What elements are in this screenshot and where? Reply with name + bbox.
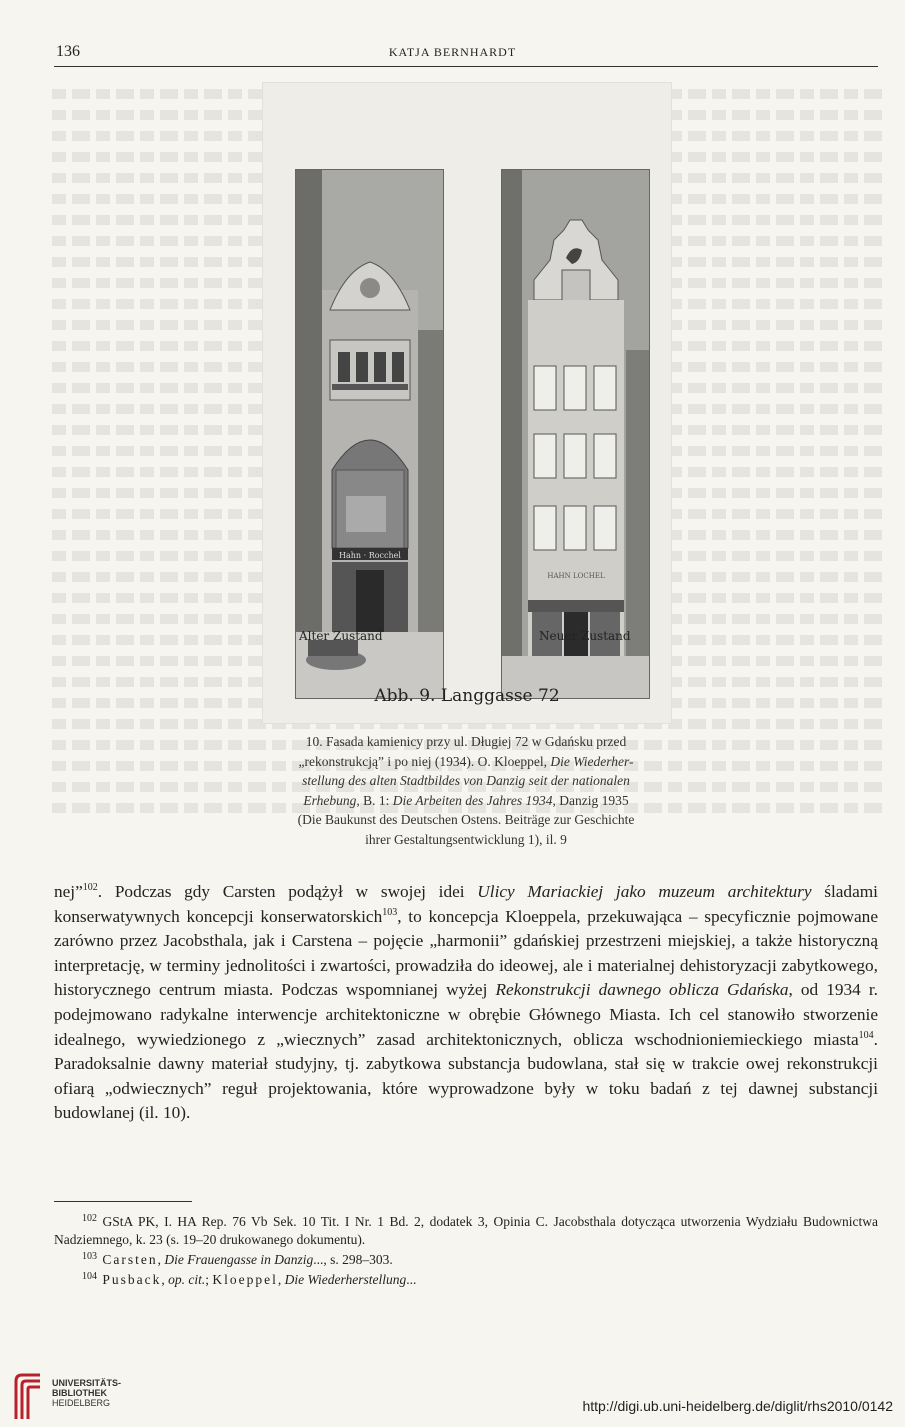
old-facade-photo [295, 169, 444, 699]
body-text-run: . Paradoksalnie dawny materiał studyjny, tj. zabytkowa substancja budowlana, stał się w trakcie owej rekonstrukcji ofiarą „odwiecznych” reguł projektowania, które wyprowadzone były w toku badań z tej dawnej substancji budowlanej (il. 10). [54, 1029, 878, 1123]
footnote-ref[interactable]: 104 [858, 1029, 874, 1041]
footnote-104 [54, 1271, 878, 1289]
footnote-rule [54, 1201, 192, 1202]
footnote-text: ; [205, 1272, 213, 1287]
footnote-italic: Die Wiederherstellung [284, 1272, 407, 1287]
body-italic-run: Rekonstrukcji dawnego oblicza Gdańska [495, 980, 789, 1000]
body-text-run: . Podczas gdy Carsten podążył w swojej idei [97, 882, 478, 901]
footnote-italic: op. cit. [168, 1272, 206, 1287]
old-shop-sign: Hahn · Rocchel [339, 551, 401, 560]
caption-line: 10. Fasada kamienicy przy ul. Długiej 72 w Gdańsku przed [305, 734, 627, 749]
library-name-line: HEIDELBERG [52, 1398, 111, 1408]
library-logo-icon [10, 1371, 50, 1421]
footnote-text: , [277, 1272, 285, 1287]
new-state-label: Neuer Zustand [539, 629, 631, 643]
library-name-line: UNIVERSITÄTS- [52, 1378, 122, 1388]
footnote-103 [54, 1251, 878, 1269]
footnote-text: GStA PK, I. HA Rep. 76 Vb Sek. 10 Tit. I Nr. 1 Bd. 2, dodatek 3, Opinia C. Jacobsthala dotycząca utworzenia Wydziału Budownictwa Nadziemnego, k. 23 (s. 19–20 drukowanego dokumentu). [54, 1214, 878, 1247]
body-text-run: nej” [54, 882, 83, 901]
source-url-link[interactable]: http://digi.ub.uni-heidelberg.de/diglit/rhs2010/0142 [582, 1398, 893, 1414]
running-title: KATJA BERNHARDT [388, 45, 517, 59]
footnote-number: 102 [82, 1212, 97, 1224]
caption-line: , Danzig 1935 [552, 792, 629, 808]
footnote-ref[interactable]: 102 [82, 882, 98, 894]
page-number: 136 [56, 43, 80, 60]
figure-plate [262, 82, 672, 724]
footnote-number: 104 [82, 1270, 97, 1282]
library-name [52, 1378, 121, 1408]
body-paragraph [54, 880, 878, 1126]
body-text-run: , to koncepcja Kloeppela, przekuwająca – specyficznie pojmowane zarówno przez Jacobsthala, jak i Carstena – pojęcie „harmonii” gdańskiej przestrzeni miejskiej, a także historyczną interpretację, w terminy jednolitości i zwartości, prowadziła do ideowej, ale i materialnej dehistoryzacji zabytkowego, historycznego centrum miasta. Podczas wspomnianej wyżej [54, 906, 878, 1000]
footnote-text: , [157, 1252, 165, 1267]
caption-line: ihrer Gestaltungsentwicklung 1), il. 9 [365, 831, 567, 847]
plate-title: Abb. 9. Langgasse 72 [374, 686, 560, 706]
body-italic-run: Ulicy Mariackiej jako muzeum architektury [477, 882, 812, 901]
figure-caption [262, 732, 670, 849]
footnote-102 [54, 1213, 878, 1249]
footnote-ref[interactable]: 103 [382, 906, 398, 918]
library-name-line: BIBLIOTHEK [52, 1388, 107, 1398]
caption-italic: Erhebung [303, 792, 357, 808]
caption-italic: stellung des alten Stadtbildes von Danzig seit der nationalen [302, 773, 630, 788]
caption-line: , B. 1: [356, 792, 393, 808]
footnote-author: Carsten [97, 1252, 158, 1267]
old-state-label: Alter Zustand [299, 629, 383, 643]
footnote-author: Pusback [97, 1272, 162, 1287]
new-shop-sign: HAHN LOCHEL [547, 572, 605, 580]
footnote-italic: Die Frauengasse in Danzig [164, 1252, 314, 1267]
footnote-text: ... [406, 1272, 417, 1287]
caption-italic: Die Wiederher- [550, 753, 634, 769]
footnote-text: ..., s. 298–303. [313, 1252, 393, 1267]
caption-line: „rekonstrukcją” i po niej (1934). O. Kloeppel, [298, 753, 551, 769]
caption-italic: Die Arbeiten des Jahres 1934 [392, 792, 553, 808]
new-facade-photo [501, 169, 650, 699]
footnote-number: 103 [82, 1250, 97, 1262]
footnote-text: , [161, 1272, 169, 1287]
body-text-run: śladami konserwatywnych koncepcji konserwatorskich [54, 882, 878, 926]
header-rule [54, 66, 878, 67]
caption-line: (Die Baukunst des Deutschen Ostens. Beiträge zur Geschichte [297, 812, 635, 827]
body-text-run: , od 1934 r. podejmowano radykalne interwencje architektoniczne w obrębie Głównego Miasta. Ich cel stanowiło stworzenie idealnego, wywiedzionego z „wiecznych” zasad architektonicznych, oblicza wschodnioniemieckiego miasta [54, 980, 878, 1049]
footnote-author: Kloeppel [212, 1272, 278, 1287]
